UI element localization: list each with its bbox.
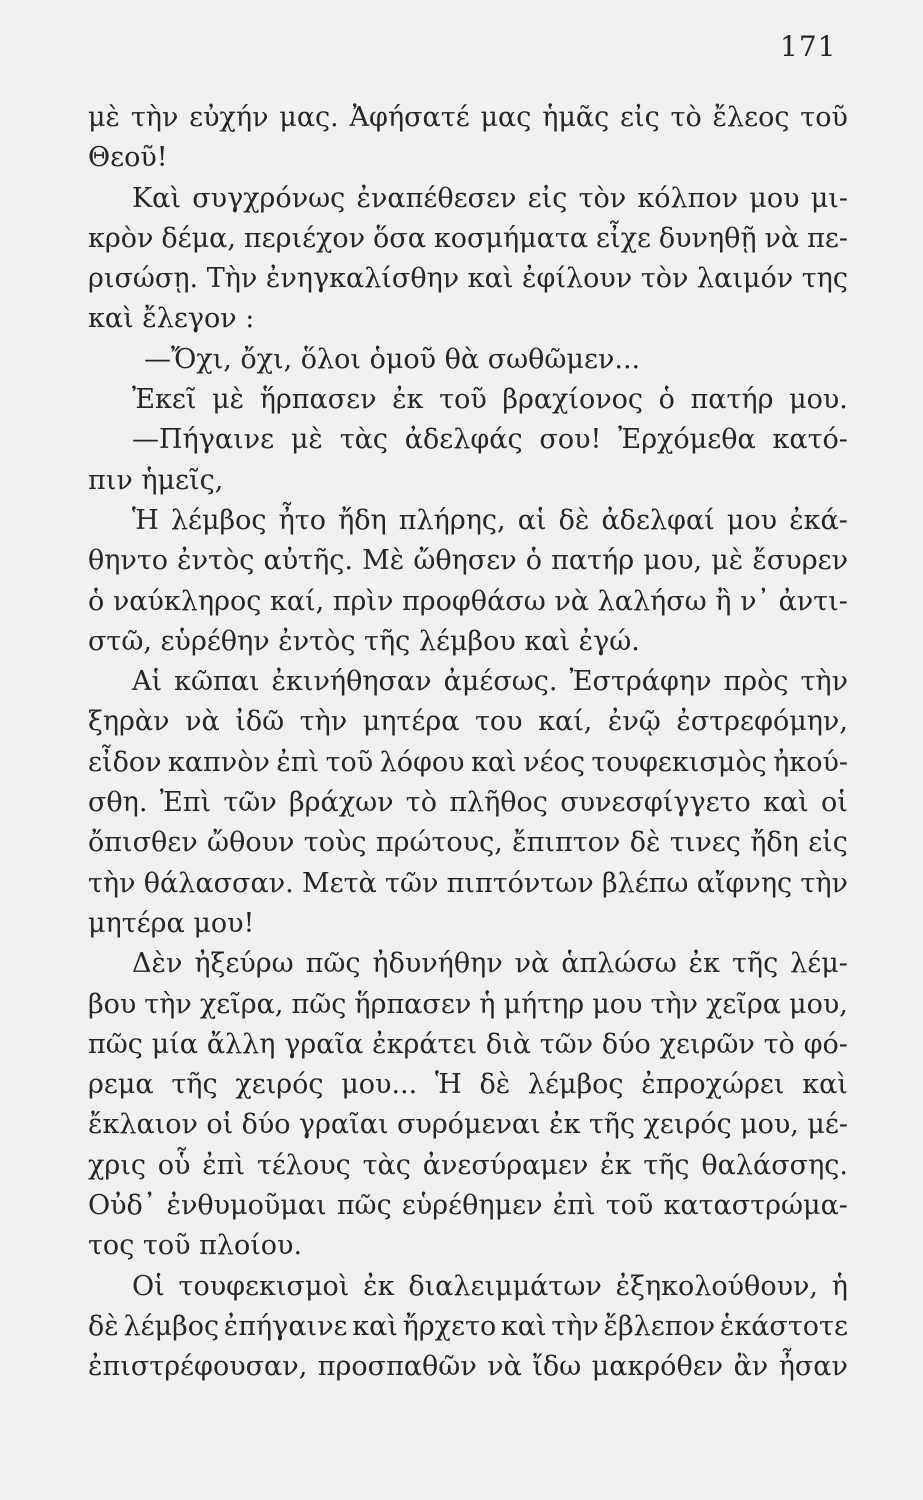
word: πῶς bbox=[88, 1028, 143, 1060]
word: ἤρχετο bbox=[402, 1310, 497, 1342]
word: λέμβος bbox=[527, 1069, 624, 1101]
word: τὸν bbox=[578, 182, 627, 214]
text-line bbox=[88, 1065, 848, 1105]
word: τουφεκισμοὶ bbox=[178, 1270, 350, 1302]
word: μι- bbox=[810, 182, 848, 214]
word: ἢ bbox=[715, 585, 732, 617]
word: θηντο bbox=[88, 545, 169, 577]
word: Μετὰ bbox=[301, 867, 377, 899]
word: ν᾽ bbox=[740, 585, 770, 617]
word: δὲ bbox=[629, 827, 661, 859]
word: μὲ bbox=[88, 102, 121, 133]
word: νὰ bbox=[764, 222, 800, 254]
word: μήτηρ bbox=[503, 988, 585, 1020]
word: χειρός bbox=[235, 1069, 324, 1101]
word: ἐκ bbox=[549, 1109, 581, 1141]
word: σθη. bbox=[88, 787, 148, 819]
word: ἐνηγκαλίσθην bbox=[265, 263, 460, 295]
word: μου bbox=[726, 504, 778, 536]
word: ὄπισθεν bbox=[88, 827, 198, 859]
word: Δὲν bbox=[132, 948, 183, 980]
word: γραῖα bbox=[284, 1028, 364, 1060]
word: πλῆθος bbox=[449, 787, 548, 819]
text-line: μητέρα μου! bbox=[88, 907, 255, 939]
word: αἱ bbox=[517, 504, 547, 536]
word: ἐκ bbox=[392, 384, 424, 416]
word: χρις bbox=[88, 1149, 146, 1181]
word: πε- bbox=[807, 222, 848, 254]
word: —Πήγαινε bbox=[132, 424, 275, 456]
text-line bbox=[88, 1146, 848, 1186]
word: μου. bbox=[789, 384, 848, 416]
word: λέμβος bbox=[170, 504, 267, 536]
word: σου! bbox=[539, 424, 602, 456]
word: καὶ bbox=[352, 1310, 398, 1342]
text-line bbox=[88, 743, 848, 783]
text-line bbox=[88, 219, 848, 259]
word: ἐκά- bbox=[789, 504, 848, 536]
word: βλέπω bbox=[601, 867, 689, 899]
word: Οἱ bbox=[132, 1270, 165, 1302]
word: ὁ bbox=[88, 585, 105, 617]
word: ἥρπασεν bbox=[354, 988, 472, 1020]
word: καταστρώμα- bbox=[663, 1190, 848, 1222]
text-line bbox=[88, 1105, 848, 1145]
word: τοῦ bbox=[605, 1190, 654, 1222]
text-line: Θεοῦ! bbox=[88, 142, 168, 174]
word: τινες bbox=[669, 827, 741, 859]
word: νέος bbox=[523, 746, 585, 778]
word: καὶ bbox=[763, 787, 809, 819]
text-line bbox=[88, 541, 848, 581]
word: του bbox=[474, 706, 523, 738]
word: αἴφνης bbox=[696, 867, 793, 899]
word: τῆς bbox=[588, 1109, 636, 1141]
text-line bbox=[88, 98, 848, 138]
word: ἄλλη bbox=[206, 1028, 276, 1060]
word: νὰ bbox=[554, 585, 589, 617]
word: ἦσαν bbox=[778, 1351, 848, 1383]
word: αὐτῆς. bbox=[263, 545, 353, 577]
word: οὗ bbox=[157, 1149, 191, 1181]
word: καί, bbox=[269, 585, 325, 617]
word: Ἡ bbox=[132, 504, 159, 536]
text-line bbox=[88, 944, 848, 984]
word: ἐπὶ bbox=[276, 746, 320, 778]
text-line: καὶ ἔλεγον : bbox=[88, 303, 255, 335]
word: ἦτο bbox=[278, 504, 326, 536]
word: οἱ bbox=[206, 1109, 234, 1141]
word: τὸ bbox=[670, 102, 702, 133]
text-line bbox=[88, 1186, 848, 1226]
word: μου bbox=[592, 988, 643, 1020]
word: τὴν bbox=[551, 1310, 599, 1342]
word: ἔσυρεν bbox=[752, 545, 848, 577]
word: μέ- bbox=[807, 1109, 848, 1141]
word: τὸ bbox=[405, 787, 437, 819]
word: ὤθουν bbox=[207, 827, 295, 859]
word: δὲ bbox=[558, 504, 590, 536]
word: συνεσφίγγετο bbox=[560, 787, 751, 819]
word: μας. bbox=[279, 102, 339, 133]
word: νὰ bbox=[514, 948, 550, 980]
word: τὴν bbox=[130, 102, 179, 133]
word: Ἐρχόμεθα bbox=[618, 424, 756, 456]
word: ἠδυνήθην bbox=[372, 948, 503, 980]
text-line bbox=[88, 179, 848, 219]
word: βου bbox=[88, 988, 137, 1020]
text-line bbox=[88, 864, 848, 904]
word: χειρῶν bbox=[659, 1028, 755, 1060]
word: ἐπὶ bbox=[202, 1149, 246, 1181]
text-line bbox=[88, 985, 848, 1025]
word: τῶν bbox=[223, 787, 277, 819]
word: δὲ bbox=[88, 1310, 119, 1342]
word: φό- bbox=[803, 1028, 848, 1060]
word: λαιμόν bbox=[697, 263, 794, 295]
word: μητέρα bbox=[362, 706, 460, 738]
word: ὁ bbox=[525, 545, 543, 577]
word: εἶχε bbox=[596, 222, 651, 254]
word: χεῖρα, bbox=[199, 988, 284, 1020]
text-line bbox=[88, 380, 848, 420]
word: καὶ bbox=[802, 1069, 848, 1101]
text-line bbox=[88, 702, 848, 742]
word: Οὐδ᾽ bbox=[88, 1190, 157, 1222]
word: ἀδελφαί bbox=[601, 504, 715, 536]
text-line bbox=[88, 783, 848, 823]
word: πρὸς bbox=[723, 666, 789, 698]
word: ἤδη bbox=[750, 827, 799, 859]
word: Ἀφήσατέ bbox=[349, 102, 470, 133]
word: τοῦ bbox=[325, 746, 374, 778]
word: ξηρὰν bbox=[88, 706, 170, 738]
text-line bbox=[88, 1347, 848, 1387]
word: τῆς bbox=[731, 948, 779, 980]
word: οἱ bbox=[821, 787, 848, 819]
word: καπνὸν bbox=[167, 746, 270, 778]
word: πῶς bbox=[305, 948, 361, 980]
word: Μὲ bbox=[362, 545, 405, 577]
word: ἡμᾶς bbox=[542, 102, 610, 133]
word: της bbox=[801, 263, 848, 295]
word: ἐπήγαινε bbox=[223, 1310, 348, 1342]
word: κῶπαι bbox=[174, 666, 260, 698]
text-line: —Ὄχι, ὄχι, ὅλοι ὁμοῦ θὰ σωθῶμεν... bbox=[144, 343, 641, 375]
word: ἐπὶ bbox=[552, 1190, 596, 1222]
word: Ἡ bbox=[434, 1069, 462, 1101]
word: ἥρπασεν bbox=[259, 384, 377, 416]
word: καὶ bbox=[471, 746, 517, 778]
word: πιπτόντων bbox=[446, 867, 594, 899]
word: θάλασσαν. bbox=[143, 867, 294, 899]
word: ἀδελφάς bbox=[404, 424, 523, 456]
word: τὴν bbox=[144, 988, 192, 1020]
word: δὲ bbox=[479, 1069, 511, 1101]
word: ἐστρεφόμην, bbox=[676, 706, 848, 738]
word: κατό- bbox=[772, 424, 848, 456]
text-line bbox=[88, 259, 848, 299]
word: τὴν bbox=[800, 666, 848, 698]
word: ναύκληρος bbox=[112, 585, 262, 617]
word: πλήρης, bbox=[398, 504, 506, 536]
word: τὰς bbox=[362, 1149, 411, 1181]
page-number: 171 bbox=[780, 30, 837, 63]
text-line bbox=[88, 1025, 848, 1065]
word: ἁπλώσω bbox=[561, 948, 677, 980]
word: μου, bbox=[740, 1109, 799, 1141]
word: πατήρ bbox=[551, 545, 635, 577]
word: τοὺς bbox=[303, 827, 367, 859]
word: ἂν bbox=[733, 1351, 769, 1383]
word: τοῦ bbox=[439, 384, 487, 416]
word: ρισώσῃ. bbox=[88, 263, 199, 295]
word: ἐκ bbox=[363, 1270, 395, 1302]
word: διαλειμμάτων bbox=[408, 1270, 602, 1302]
word: ἔλεος bbox=[712, 102, 790, 133]
word: τέλους bbox=[256, 1149, 351, 1181]
word: μου, bbox=[789, 988, 848, 1020]
text-line: στῶ, εὑρέθην ἐντὸς τῆς λέμβου καὶ ἐγώ. bbox=[88, 625, 640, 657]
word: ἡ bbox=[831, 1270, 848, 1302]
word: μία bbox=[151, 1028, 199, 1060]
word: τὸν bbox=[640, 263, 689, 295]
word: τῆς bbox=[643, 1149, 690, 1181]
word: ἐκράτει bbox=[372, 1028, 478, 1060]
word: λέμ- bbox=[790, 948, 848, 980]
word: δύο bbox=[601, 1028, 651, 1060]
word: κόλπον bbox=[637, 182, 739, 214]
word: καὶ bbox=[500, 1310, 547, 1342]
word: ἤδη bbox=[338, 504, 387, 536]
word: τουφεκισμὸς bbox=[591, 746, 767, 778]
word: λέμβος bbox=[123, 1310, 220, 1342]
word: ἐπιστρέφουσαν, bbox=[88, 1351, 308, 1383]
word: λαλήσω bbox=[597, 585, 707, 617]
word: προσπαθῶν bbox=[317, 1351, 477, 1383]
word: καί, bbox=[538, 706, 593, 738]
word: τῆς bbox=[171, 1069, 218, 1101]
word: πῶς bbox=[336, 1190, 392, 1222]
word: εὑρέθημεν bbox=[401, 1190, 543, 1222]
text-line bbox=[88, 1307, 848, 1347]
word: κοσμήματα bbox=[433, 222, 589, 254]
text-line bbox=[88, 420, 848, 460]
word: ἐναπέθεσεν bbox=[356, 182, 517, 214]
word: χειρός bbox=[643, 1109, 732, 1141]
word: λόφου bbox=[379, 746, 465, 778]
text-line: πιν ἡμεῖς, bbox=[88, 464, 224, 496]
word: ἡ bbox=[479, 988, 496, 1020]
word: τὴν bbox=[88, 867, 136, 899]
word: μου... bbox=[341, 1069, 418, 1101]
text-line: τος τοῦ πλοίου. bbox=[88, 1230, 303, 1262]
word: καὶ bbox=[467, 263, 514, 295]
word: δύο bbox=[241, 1109, 291, 1141]
word: τὰς bbox=[339, 424, 388, 456]
word: ἠκού- bbox=[773, 746, 848, 778]
word: μὲ bbox=[711, 545, 744, 577]
word: μὲ bbox=[212, 384, 245, 416]
word: Ἐπὶ bbox=[159, 787, 212, 819]
word: Ἐκεῖ bbox=[132, 384, 197, 416]
word: τῶν bbox=[385, 867, 439, 899]
word: ἔπιπτον bbox=[512, 827, 621, 859]
word: δυνηθῇ bbox=[658, 222, 757, 254]
word: εὐχήν bbox=[189, 102, 269, 133]
word: ἐξηκολούθουν, bbox=[615, 1270, 818, 1302]
word: τοῦ bbox=[800, 102, 848, 133]
word: ἔκλαιον bbox=[88, 1109, 198, 1141]
word: μακρόθεν bbox=[591, 1351, 724, 1383]
word: ρεμα bbox=[88, 1069, 154, 1101]
word: ἐπροχώρει bbox=[641, 1069, 785, 1101]
text-line bbox=[88, 1267, 848, 1307]
word: εἰς bbox=[527, 182, 568, 214]
word: γραῖαι bbox=[298, 1109, 389, 1141]
word: ἐκινήθησαν bbox=[271, 666, 432, 698]
word: προφθάσω bbox=[402, 585, 546, 617]
word: πατήρ bbox=[690, 384, 774, 416]
word: ἐφίλουν bbox=[522, 263, 633, 295]
word: κρὸν bbox=[88, 222, 154, 254]
word: ἑκάστοτε bbox=[719, 1310, 848, 1342]
word: ὤθησεν bbox=[413, 545, 517, 577]
word: βράχων bbox=[289, 787, 394, 819]
word: τὸ bbox=[763, 1028, 795, 1060]
word: ἀντι- bbox=[778, 585, 848, 617]
word: συγχρόνως bbox=[192, 182, 346, 214]
word: τὴν bbox=[299, 706, 348, 738]
word: χεῖρα bbox=[705, 988, 782, 1020]
word: ἔβλεπον bbox=[603, 1310, 716, 1342]
body-text bbox=[88, 98, 848, 1388]
text-line bbox=[88, 501, 848, 541]
word: περιέχον bbox=[243, 222, 366, 254]
word: πρώτους, bbox=[375, 827, 503, 859]
word: ἠξεύρω bbox=[194, 948, 294, 980]
text-line bbox=[88, 582, 848, 622]
word: ἐνῷ bbox=[607, 706, 661, 738]
word: Ἐστράφην bbox=[569, 666, 712, 698]
word: εἰς bbox=[620, 102, 660, 133]
word: ἀνεσύραμεν bbox=[422, 1149, 589, 1181]
word: Αἱ bbox=[132, 666, 163, 698]
text-line bbox=[88, 662, 848, 702]
word: ἰδῶ bbox=[235, 706, 285, 738]
word: ἴδω bbox=[532, 1351, 582, 1383]
text-line bbox=[88, 823, 848, 863]
word: μου, bbox=[643, 545, 703, 577]
word: βραχίονος bbox=[502, 384, 644, 416]
word: νὰ bbox=[185, 706, 220, 738]
word: τὴν bbox=[650, 988, 698, 1020]
word: ἐνθυμοῦμαι bbox=[166, 1190, 327, 1222]
word: εἰς bbox=[808, 827, 848, 859]
word: μας bbox=[480, 102, 532, 133]
word: μου bbox=[749, 182, 800, 214]
word: Καὶ bbox=[132, 182, 181, 214]
word: ἐντὸς bbox=[177, 545, 255, 577]
word: δέμα, bbox=[161, 222, 236, 254]
word: μὲ bbox=[290, 424, 323, 456]
word: τὴν bbox=[800, 867, 848, 899]
word: συρόμεναι bbox=[396, 1109, 541, 1141]
word: ὁ bbox=[658, 384, 675, 416]
word: διὰ bbox=[485, 1028, 531, 1060]
word: ἐκ bbox=[688, 948, 721, 980]
word: πρὶν bbox=[332, 585, 394, 617]
word: πῶς bbox=[291, 988, 347, 1020]
word: τῶν bbox=[539, 1028, 594, 1060]
word: εἶδον bbox=[88, 746, 162, 778]
word: ὅσα bbox=[373, 222, 426, 254]
word: ἐκ bbox=[600, 1149, 632, 1181]
word: Τὴν bbox=[206, 263, 258, 295]
word: θαλάσσης. bbox=[701, 1149, 848, 1181]
word: νὰ bbox=[487, 1351, 522, 1383]
word: ἀμέσως. bbox=[443, 666, 558, 698]
